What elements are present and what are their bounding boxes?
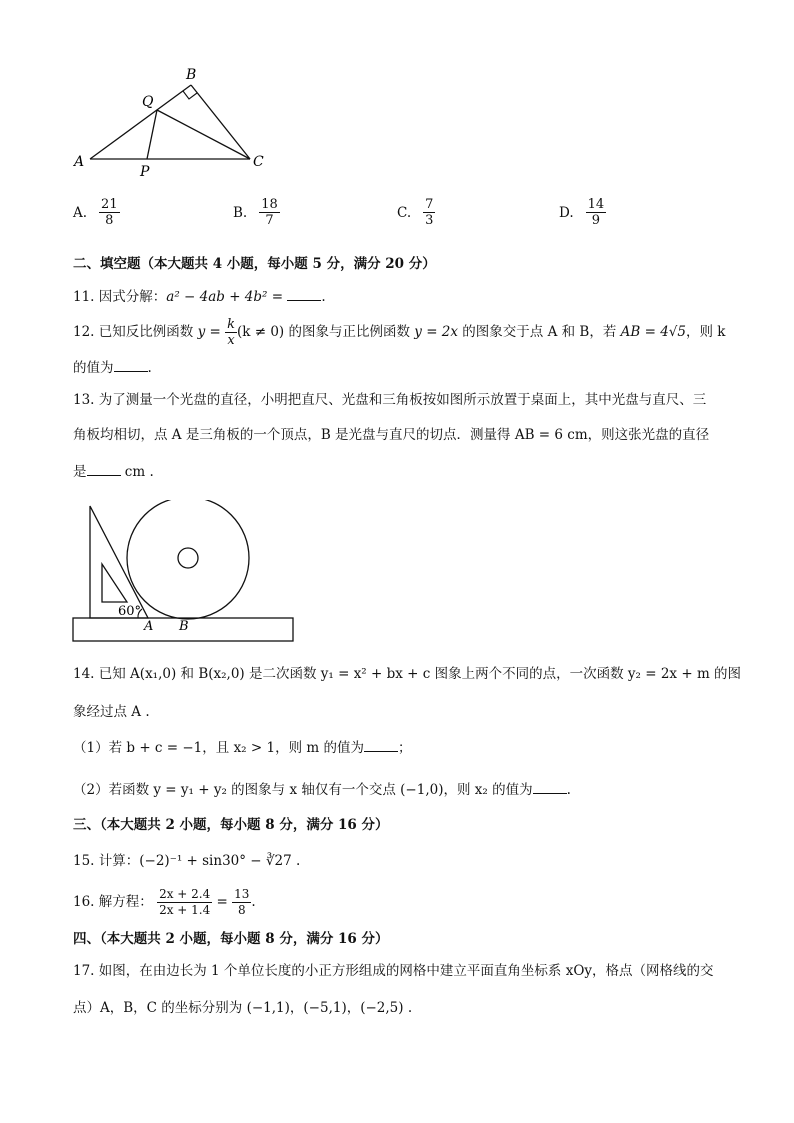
question-13-line-3 — [73, 461, 154, 482]
section-3-heading: 三、（本大题共 2 小题，每小题 8 分，满分 16 分） — [73, 817, 389, 833]
q14-sub1-answer-blank[interactable] — [364, 737, 398, 752]
choice-a-fraction — [99, 197, 120, 228]
q16-prefix: 16. 解方程： — [73, 894, 153, 910]
label-P: P — [140, 164, 150, 180]
label-B: B — [186, 67, 197, 83]
q14-sub2-answer-blank[interactable] — [533, 779, 567, 794]
question-15: 15. 计算：(−2)⁻¹ + sin30° − ∛27 . — [73, 853, 301, 869]
question-12 — [73, 315, 726, 349]
q16-left-den: 2x + 1.4 — [159, 903, 211, 917]
q16-end: . — [251, 894, 256, 910]
q11-end: . — [321, 289, 326, 305]
q13-line3-prefix: 是 — [73, 464, 87, 480]
choice-c-fraction — [423, 197, 435, 228]
choice-d-fraction — [586, 197, 607, 228]
q12-text-1: 12. 已知反比例函数 — [73, 324, 198, 340]
choice-d-num: 14 — [587, 197, 605, 212]
disc — [127, 500, 249, 619]
q14-sub1-end: ； — [397, 740, 412, 756]
choice-c-label: C. — [397, 204, 412, 221]
angle-label: 60° — [118, 604, 142, 619]
choice-b-fraction — [259, 197, 280, 228]
choice-a-label: A. — [73, 204, 88, 221]
label-Q: Q — [142, 94, 154, 110]
q12-condition: (k ≠ 0) — [236, 324, 285, 340]
choice-d[interactable] — [559, 197, 606, 228]
q16-equals: = — [216, 894, 228, 910]
choice-b-num: 18 — [261, 197, 278, 212]
choice-c[interactable] — [397, 197, 435, 228]
label-B-fig2: B — [179, 619, 189, 634]
q12-text-3: 的图象交于点 A 和 B，若 — [458, 324, 621, 340]
question-16 — [73, 884, 256, 920]
question-11 — [73, 286, 326, 307]
q12-func-1: y = — [197, 324, 221, 340]
question-14-part-1 — [73, 737, 411, 758]
set-square-outer — [90, 506, 148, 618]
question-13-line-1: 13. 为了测量一个光盘的直径，小明把直尺、光盘和三角板按如图所示放置于桌面上，其中光盘与直尺、三 — [73, 392, 707, 408]
q13-answer-blank[interactable] — [87, 461, 121, 476]
q11-expression: a² − 4ab + 4b² = — [166, 289, 284, 305]
section-2-heading: 二、填空题（本大题共 4 小题，每小题 5 分，满分 20 分） — [73, 256, 436, 272]
disc-hole — [178, 548, 198, 568]
question-14-line-2: 象经过点 A . — [73, 704, 150, 720]
q12-frac-den: x — [227, 333, 235, 348]
question-12-line-2 — [73, 357, 152, 378]
label-A: A — [74, 154, 85, 170]
q12-ab-length: AB = 4√5 — [620, 324, 687, 340]
choice-a[interactable] — [73, 197, 120, 228]
choice-b[interactable] — [233, 197, 280, 228]
choice-a-num: 21 — [101, 197, 118, 212]
choice-b-den: 7 — [265, 213, 274, 228]
choice-d-den: 9 — [591, 213, 601, 228]
q14-sub1-text: （1）若 b + c = −1，且 x₂ > 1，则 m 的值为 — [73, 740, 364, 756]
question-17-line-1: 17. 如图，在由边长为 1 个单位长度的小正方形组成的网格中建立平面直角坐标系 xOy，格点（网格线的交 — [73, 963, 714, 979]
question-17-line-2: 点）A，B，C 的坐标分别为 (−1,1)，(−5,1)，(−2,5) . — [73, 1000, 413, 1016]
q16-right-fraction — [232, 887, 251, 918]
label-C: C — [253, 154, 264, 170]
q12-k-over-x — [225, 317, 237, 348]
choice-c-den: 3 — [425, 213, 434, 228]
q13-line3-suffix: cm . — [124, 464, 154, 480]
question-14-part-2 — [73, 779, 571, 800]
choice-b-label: B. — [233, 204, 248, 221]
choice-c-num: 7 — [425, 197, 434, 212]
q12-text-4: ，则 k — [686, 324, 726, 340]
q16-left-num: 2x + 2.4 — [159, 887, 211, 901]
q12-frac-num: k — [227, 317, 235, 332]
q12-end: . — [147, 360, 152, 376]
q11-prefix: 11. 因式分解： — [73, 289, 167, 305]
q16-right-den: 8 — [237, 903, 246, 917]
q12-line2: 的值为 — [73, 360, 114, 376]
q12-answer-blank[interactable] — [114, 357, 148, 372]
q14-sub2-text: （2）若函数 y = y₁ + y₂ 的图象与 x 轴仅有一个交点 (−1,0)，则 x₂ 的值为 — [73, 782, 533, 798]
triangle-figure — [70, 62, 280, 182]
question-13-line-2: 角板均相切，点 A 是三角板的一个顶点，B 是光盘与直尺的切点．测量得 AB = 6 cm，则这张光盘的直径 — [73, 427, 710, 443]
choice-a-den: 8 — [105, 213, 114, 228]
q14-sub2-end: . — [566, 782, 571, 798]
choice-d-label: D. — [559, 204, 574, 221]
section-4-heading: 四、（本大题共 2 小题，每小题 8 分，满分 16 分） — [73, 931, 389, 947]
label-A-fig2: A — [144, 619, 154, 634]
q16-left-fraction — [157, 887, 212, 918]
question-14-line-1: 14. 已知 A(x₁,0) 和 B(x₂,0) 是二次函数 y₁ = x² + bx + c 图象上两个不同的点，一次函数 y₂ = 2x + m 的图 — [73, 666, 742, 682]
disc-ruler-figure — [70, 500, 300, 645]
q12-func-2: y = 2x — [414, 324, 459, 340]
q16-right-num: 13 — [234, 887, 250, 901]
q11-answer-blank[interactable] — [287, 286, 321, 301]
q12-text-2: 的图象与正比例函数 — [284, 324, 415, 340]
